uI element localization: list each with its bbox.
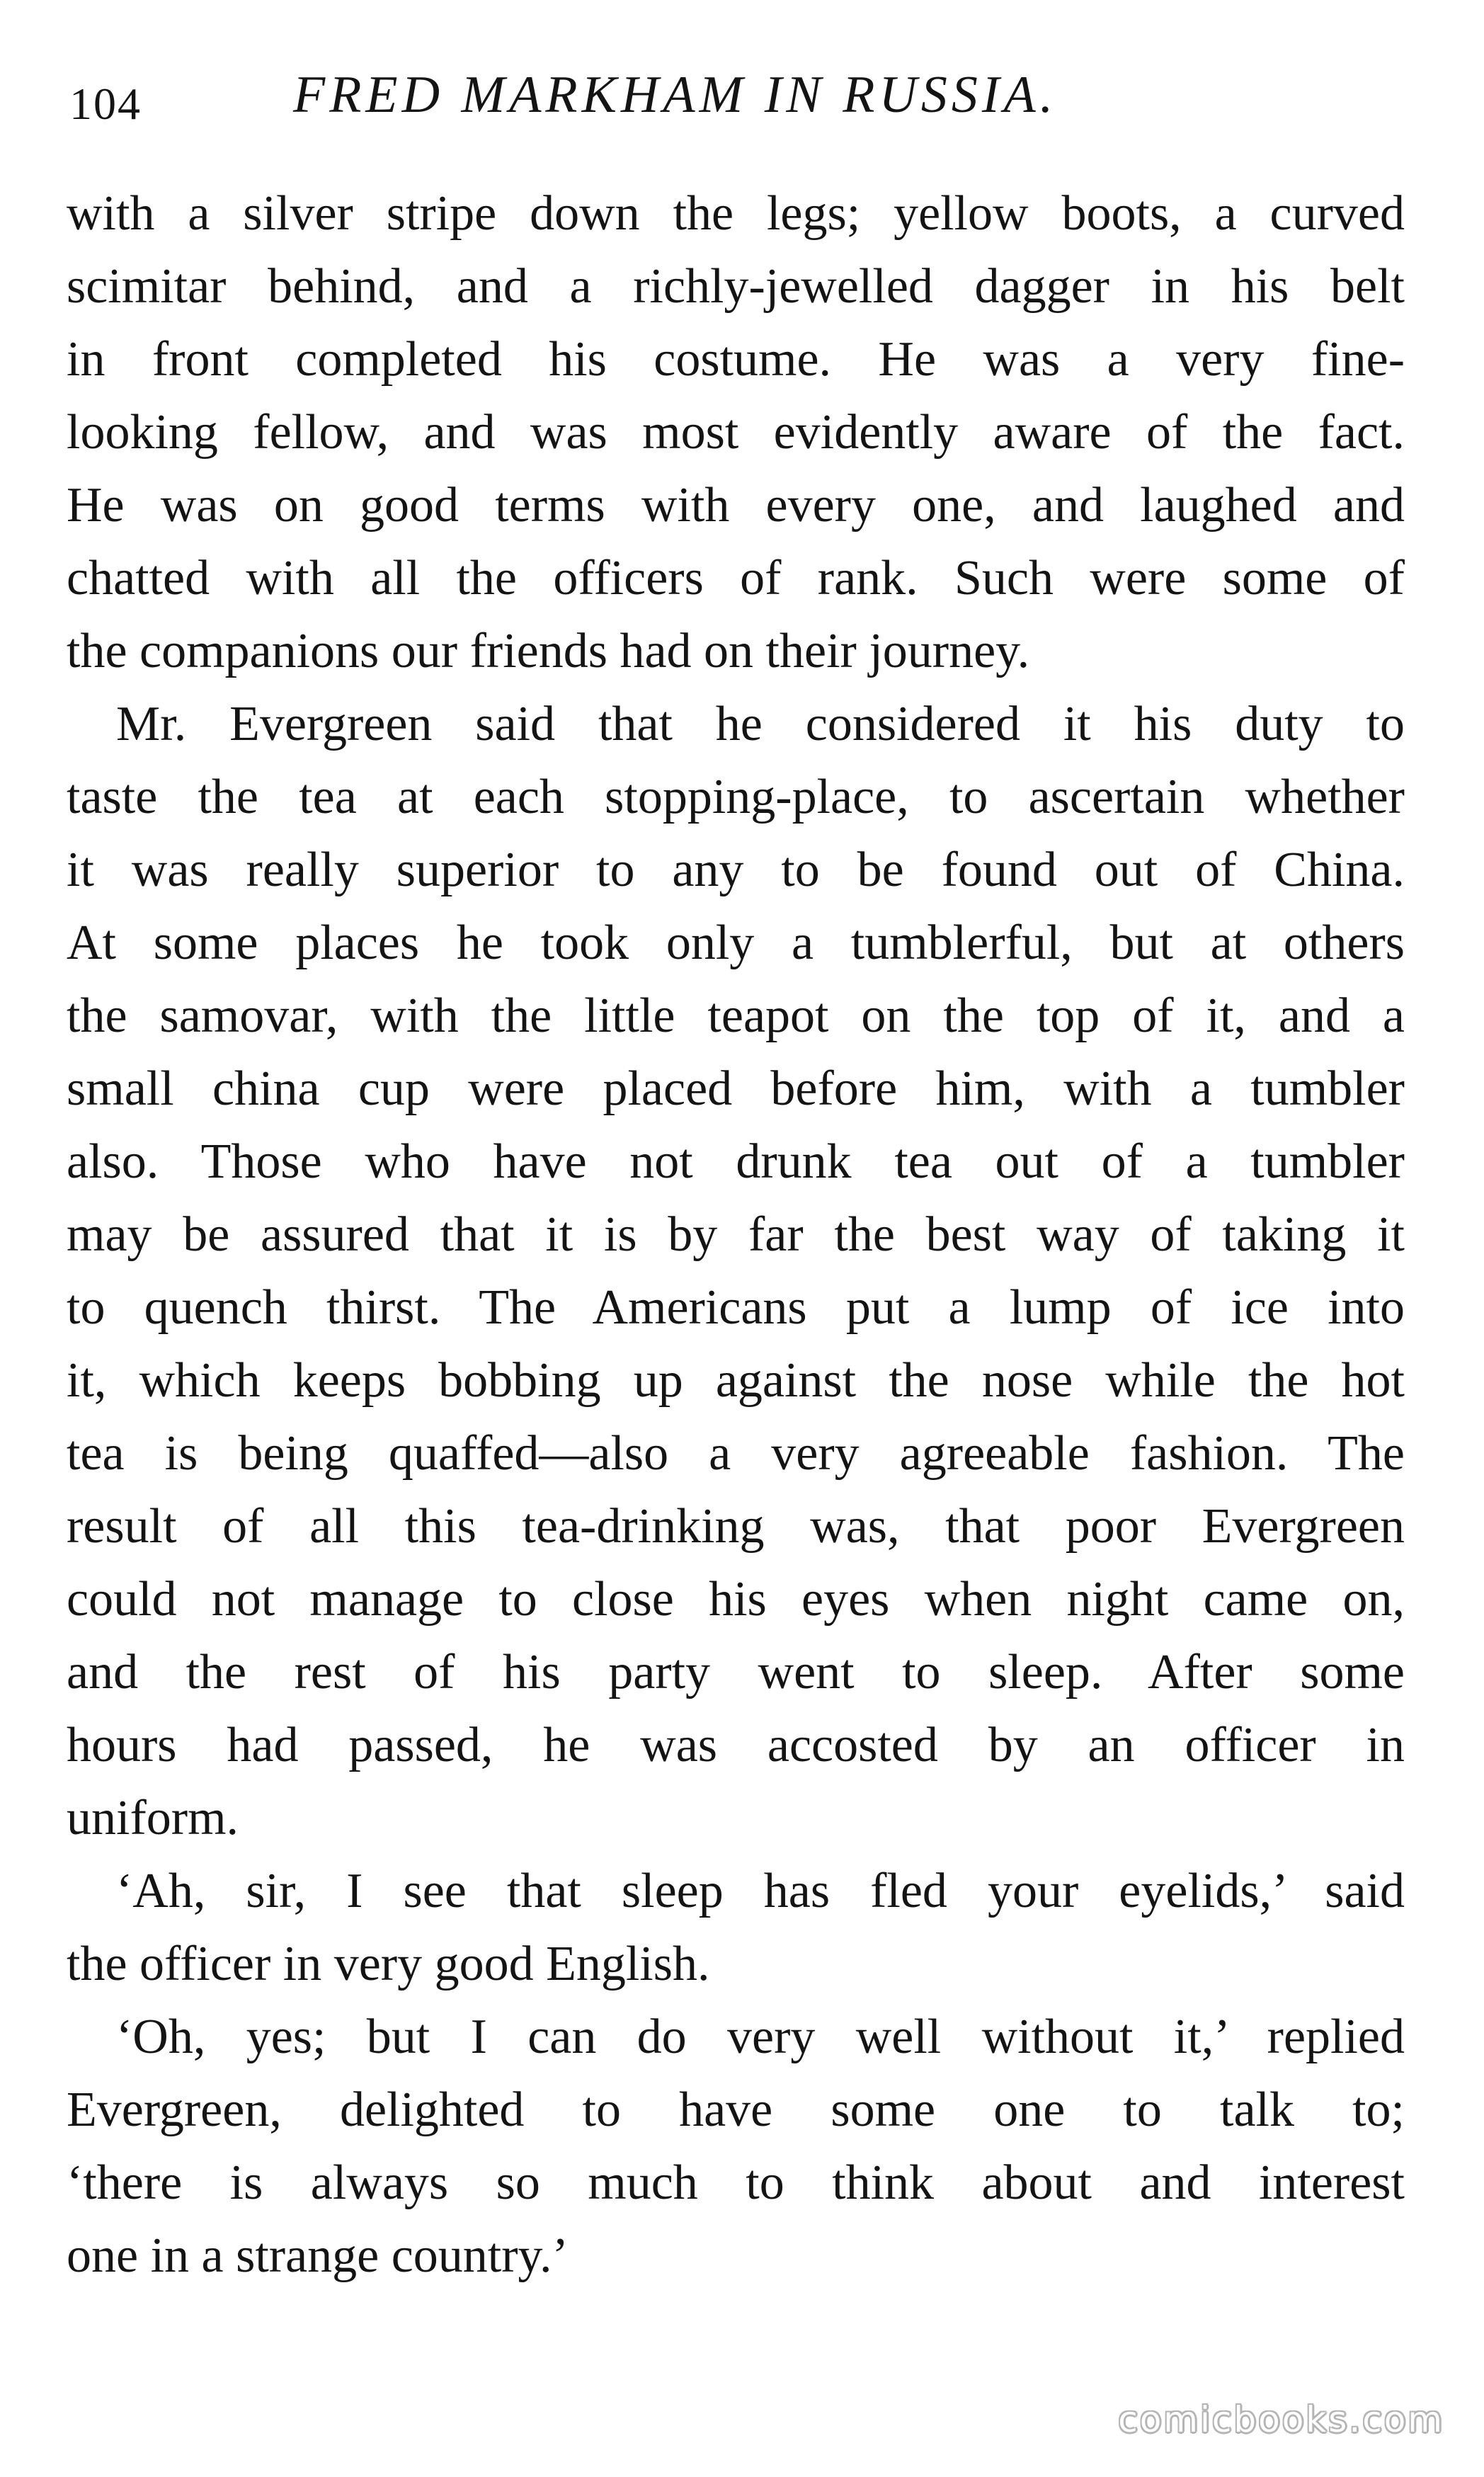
text-line: At some places he took only a tumblerful, but at others (67, 916, 1405, 970)
text-line: tea is being quaffed—also a very agreeable fashion. The (67, 1426, 1405, 1481)
text-line: scimitar behind, and a richly-jewelled dagger in his belt (67, 259, 1405, 314)
body-text (67, 177, 1405, 2292)
paragraph-1 (67, 177, 1405, 688)
text-line: it, which keeps bobbing up against the nose while the hot (67, 1353, 1405, 1408)
text-line: ‘Ah, sir, I see that sleep has fled your eyelids,’ said (116, 1864, 1405, 1918)
text-line: result of all this tea-drinking was, that poor Evergreen (67, 1499, 1405, 1554)
text-line: it was really superior to any to be found out of China. (67, 843, 1405, 897)
text-line: could not manage to close his eyes when night came on, (67, 1572, 1405, 1627)
running-head (69, 65, 1415, 129)
text-line: hours had passed, he was accosted by an officer in (67, 1718, 1405, 1772)
paragraph-2 (67, 688, 1405, 1855)
text-line: may be assured that it is by far the best way of taking it (67, 1207, 1405, 1262)
text-line: the samovar, with the little teapot on the top of it, and a (67, 989, 1405, 1043)
site-watermark: comicbooks.com (1118, 2399, 1444, 2440)
text-line: He was on good terms with every one, and laughed and (67, 478, 1405, 533)
text-line: and the rest of his party went to sleep. After some (67, 1645, 1405, 1699)
paragraph-4 (67, 2000, 1405, 2292)
text-line: uniform. (67, 1791, 239, 1845)
text-line: Mr. Evergreen said that he considered it his duty to (116, 697, 1405, 751)
page-number: 104 (69, 79, 142, 129)
text-line: small china cup were placed before him, with a tumbler (67, 1061, 1405, 1116)
text-line: to quench thirst. The Americans put a lump of ice into (67, 1280, 1405, 1335)
text-line: looking fellow, and was most evidently aware of the fact. (67, 405, 1405, 460)
text-line: also. Those who have not drunk tea out of a tumbler (67, 1134, 1405, 1189)
text-line: chatted with all the officers of rank. Such were some of (67, 551, 1405, 605)
text-line: ‘there is always so much to think about and interest (67, 2156, 1405, 2210)
text-line: the officer in very good English. (67, 1937, 710, 1991)
text-line: ‘Oh, yes; but I can do very well without it,’ replied (116, 2010, 1405, 2064)
text-line: taste the tea at each stopping-place, to ascertain whether (67, 770, 1405, 824)
running-title: FRED MARKHAM IN RUSSIA. (293, 66, 1058, 124)
text-line: Evergreen, delighted to have some one to talk to; (67, 2083, 1405, 2137)
paragraph-3 (67, 1855, 1405, 2000)
text-line: in front completed his costume. He was a very fine- (67, 332, 1405, 387)
text-line: with a silver stripe down the legs; yellow boots, a curved (67, 186, 1405, 241)
text-line: one in a strange country.’ (67, 2228, 569, 2283)
text-line: the companions our friends had on their journey. (67, 624, 1030, 678)
